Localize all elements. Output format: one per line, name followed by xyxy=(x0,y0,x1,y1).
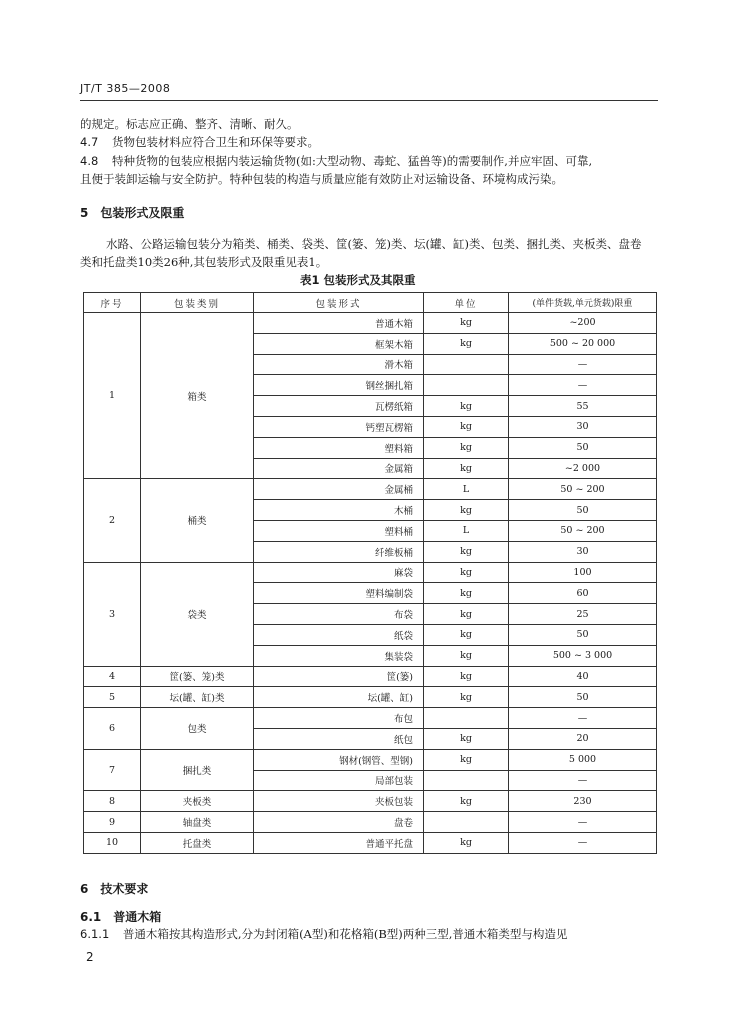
paragraph-text: 货物包装材料应符合卫生和环保等要求。 xyxy=(111,135,319,149)
cell-form: 纤维板桶 xyxy=(254,541,424,562)
cell-limit: ~2 000 xyxy=(509,458,657,479)
cell-category: 箱类 xyxy=(141,313,254,479)
paragraph-4-8-line2: 且便于装卸运输与安全防护。特种包装的构造与质量应能有效防止对运输设备、环境构成污染。 xyxy=(80,172,563,186)
cell-seq: 4 xyxy=(84,666,141,687)
cell-limit: — xyxy=(509,354,657,375)
cell-limit: 500 ~ 3 000 xyxy=(509,645,657,666)
subsection-title: 普通木箱 xyxy=(113,910,162,924)
cell-seq: 8 xyxy=(84,791,141,812)
cell-seq: 1 xyxy=(84,313,141,479)
paragraph-6-1-1 xyxy=(80,926,567,942)
cell-form: 瓦楞纸箱 xyxy=(254,396,424,417)
cell-form: 普通平托盘 xyxy=(254,832,424,853)
cell-category: 袋类 xyxy=(141,562,254,666)
cell-unit: kg xyxy=(424,333,509,354)
cell-limit: 50 xyxy=(509,500,657,521)
cell-limit: 60 xyxy=(509,583,657,604)
cell-form: 布袋 xyxy=(254,604,424,625)
table-body xyxy=(84,313,657,854)
cell-form: 钙塑瓦楞箱 xyxy=(254,416,424,437)
cell-unit xyxy=(424,375,509,396)
cell-unit: kg xyxy=(424,562,509,583)
cell-unit xyxy=(424,708,509,729)
section-5-intro-line2: 类和托盘类10类26种,其包装形式及限重见表1。 xyxy=(80,255,328,269)
table-row xyxy=(84,749,657,770)
cell-unit: kg xyxy=(424,832,509,853)
cell-limit: — xyxy=(509,708,657,729)
cell-seq: 5 xyxy=(84,687,141,708)
paragraph-text: 特种货物的包装应根据内装运输货物(如:大型动物、毒蛇、猛兽等)的需要制作,并应牢固、可靠, xyxy=(111,154,593,168)
cell-unit: kg xyxy=(424,624,509,645)
paragraph-4-8 xyxy=(80,153,592,169)
packaging-limits-table xyxy=(83,292,657,854)
cell-limit: 50 xyxy=(509,624,657,645)
table-row xyxy=(84,832,657,853)
cell-seq: 7 xyxy=(84,749,141,791)
section-number: 5 xyxy=(80,206,89,220)
cell-category: 捆扎类 xyxy=(141,749,254,791)
cell-limit: 50 xyxy=(509,437,657,458)
cell-unit: kg xyxy=(424,666,509,687)
cell-limit: — xyxy=(509,812,657,833)
cell-category: 轴盘类 xyxy=(141,812,254,833)
cell-limit: — xyxy=(509,770,657,791)
table-row xyxy=(84,687,657,708)
cell-limit: 40 xyxy=(509,666,657,687)
paragraph-number: 4.8 xyxy=(80,154,99,168)
section-6-heading xyxy=(80,880,148,897)
header-limit: (单件货载,单元货载)限重 xyxy=(509,293,657,313)
cell-limit: — xyxy=(509,832,657,853)
cell-unit: kg xyxy=(424,458,509,479)
cell-form: 麻袋 xyxy=(254,562,424,583)
cell-limit: 100 xyxy=(509,562,657,583)
cell-form: 集装袋 xyxy=(254,645,424,666)
cell-unit: L xyxy=(424,479,509,500)
cell-unit: kg xyxy=(424,500,509,521)
cell-form: 钢材(钢管、型钢) xyxy=(254,749,424,770)
header-form: 包装形式 xyxy=(254,293,424,313)
cell-limit: 55 xyxy=(509,396,657,417)
table-caption: 表1 包装形式及其限重 xyxy=(300,273,416,287)
cell-limit: 30 xyxy=(509,416,657,437)
table-row xyxy=(84,812,657,833)
cell-form: 夹板包装 xyxy=(254,791,424,812)
header-seq: 序号 xyxy=(84,293,141,313)
table-row xyxy=(84,479,657,500)
cell-category: 筐(篓、笼)类 xyxy=(141,666,254,687)
cell-form: 金属箱 xyxy=(254,458,424,479)
cell-limit: 25 xyxy=(509,604,657,625)
cell-form: 木桶 xyxy=(254,500,424,521)
cell-limit: 50 ~ 200 xyxy=(509,520,657,541)
standard-code-header: JT/T 385—2008 xyxy=(80,82,171,95)
cell-form: 金属桶 xyxy=(254,479,424,500)
cell-form: 钢丝捆扎箱 xyxy=(254,375,424,396)
cell-form: 塑料箱 xyxy=(254,437,424,458)
paragraph-text: 普通木箱按其构造形式,分为封闭箱(A型)和花格箱(B型)两种三型,普通木箱类型与构造见 xyxy=(122,927,568,941)
cell-unit: kg xyxy=(424,749,509,770)
cell-limit: 50 xyxy=(509,687,657,708)
paragraph-number: 4.7 xyxy=(80,135,99,149)
cell-limit: 500 ~ 20 000 xyxy=(509,333,657,354)
subsection-number: 6.1 xyxy=(80,910,102,924)
cell-category: 包类 xyxy=(141,708,254,750)
cell-unit: kg xyxy=(424,437,509,458)
page-number: 2 xyxy=(86,950,94,964)
cell-unit: kg xyxy=(424,604,509,625)
cell-form: 塑料编制袋 xyxy=(254,583,424,604)
cell-seq: 6 xyxy=(84,708,141,750)
cell-category: 夹板类 xyxy=(141,791,254,812)
section-number: 6 xyxy=(80,882,89,896)
cell-form: 普通木箱 xyxy=(254,313,424,334)
cell-unit: kg xyxy=(424,416,509,437)
cell-seq: 10 xyxy=(84,832,141,853)
cell-seq: 3 xyxy=(84,562,141,666)
cell-limit: 5 000 xyxy=(509,749,657,770)
table-row xyxy=(84,666,657,687)
cell-limit: 20 xyxy=(509,728,657,749)
cell-form: 盘卷 xyxy=(254,812,424,833)
table-row xyxy=(84,313,657,334)
cell-form: 纸包 xyxy=(254,728,424,749)
cell-form: 滑木箱 xyxy=(254,354,424,375)
paragraph-4-7 xyxy=(80,134,319,150)
cell-limit: 50 ~ 200 xyxy=(509,479,657,500)
table-row xyxy=(84,708,657,729)
table-row xyxy=(84,562,657,583)
cell-unit: kg xyxy=(424,313,509,334)
cell-unit xyxy=(424,354,509,375)
paragraph-continuation: 的规定。标志应正确、整齐、清晰、耐久。 xyxy=(80,117,299,131)
cell-unit: kg xyxy=(424,583,509,604)
header-category: 包装类别 xyxy=(141,293,254,313)
cell-unit: kg xyxy=(424,541,509,562)
cell-seq: 2 xyxy=(84,479,141,562)
cell-limit: — xyxy=(509,375,657,396)
cell-limit: 230 xyxy=(509,791,657,812)
cell-form: 纸袋 xyxy=(254,624,424,645)
header-unit: 单位 xyxy=(424,293,509,313)
table-row xyxy=(84,791,657,812)
section-5-heading xyxy=(80,204,184,221)
paragraph-number: 6.1.1 xyxy=(80,927,110,941)
cell-form: 坛(罐、缸) xyxy=(254,687,424,708)
cell-category: 坛(罐、缸)类 xyxy=(141,687,254,708)
cell-limit: 30 xyxy=(509,541,657,562)
table-header-row xyxy=(84,293,657,313)
cell-form: 框架木箱 xyxy=(254,333,424,354)
cell-unit: L xyxy=(424,520,509,541)
cell-category: 托盘类 xyxy=(141,832,254,853)
cell-unit: kg xyxy=(424,687,509,708)
cell-seq: 9 xyxy=(84,812,141,833)
cell-unit xyxy=(424,770,509,791)
cell-limit: ~200 xyxy=(509,313,657,334)
header-rule xyxy=(80,100,658,101)
cell-unit: kg xyxy=(424,791,509,812)
cell-unit: kg xyxy=(424,396,509,417)
cell-unit xyxy=(424,812,509,833)
section-5-intro-line1: 水路、公路运输包装分为箱类、桶类、袋类、筐(篓、笼)类、坛(罐、缸)类、包类、捆扎类、夹板类、盘卷 xyxy=(106,237,642,251)
section-title: 包装形式及限重 xyxy=(100,206,185,220)
cell-unit: kg xyxy=(424,645,509,666)
cell-form: 塑料桶 xyxy=(254,520,424,541)
subsection-6-1-heading xyxy=(80,908,161,925)
section-title: 技术要求 xyxy=(100,882,149,896)
cell-form: 布包 xyxy=(254,708,424,729)
cell-form: 局部包装 xyxy=(254,770,424,791)
cell-unit: kg xyxy=(424,728,509,749)
cell-category: 桶类 xyxy=(141,479,254,562)
cell-form: 筐(篓) xyxy=(254,666,424,687)
